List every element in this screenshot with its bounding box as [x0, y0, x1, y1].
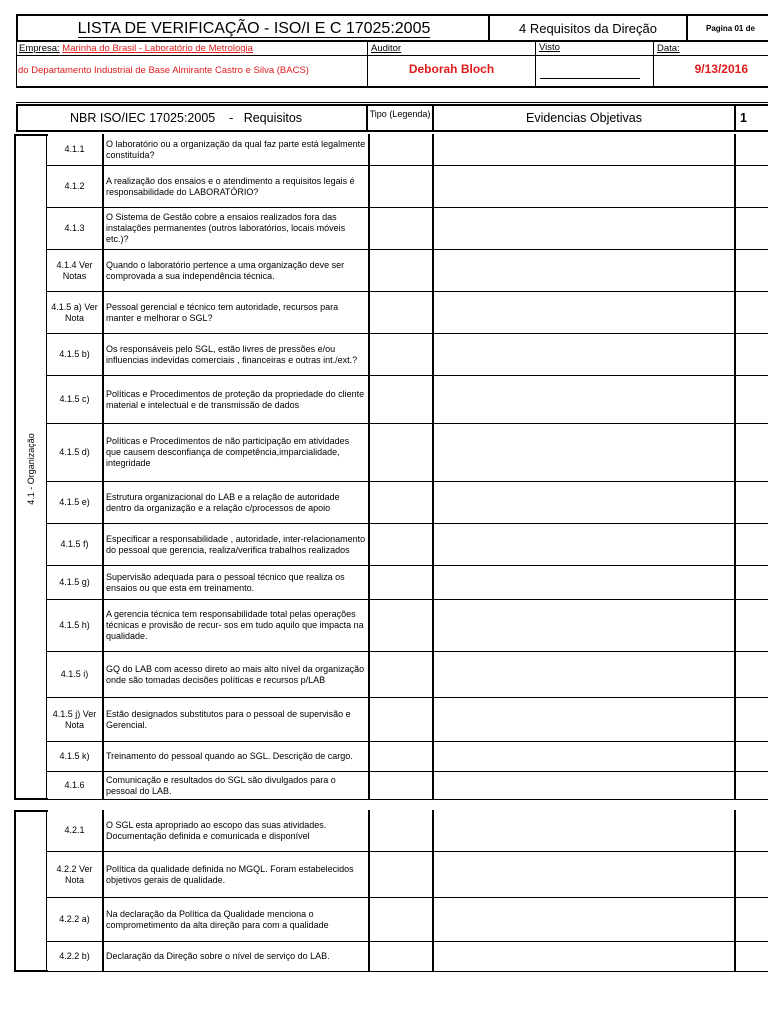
table-row: [46, 482, 768, 524]
evidence-column-header: Evidencias Objetivas: [434, 104, 736, 132]
type-cell[interactable]: [368, 652, 434, 698]
evidence-cell[interactable]: [434, 334, 736, 376]
extra-cell[interactable]: [736, 652, 768, 698]
data-label: Data:: [657, 43, 680, 54]
requirement-number: 4.1.1: [46, 134, 104, 166]
type-cell[interactable]: [368, 292, 434, 334]
empresa-label: Empresa:: [19, 43, 60, 54]
requirement-number: 4.1.5 a) Ver Nota: [46, 292, 104, 334]
table-row: [46, 566, 768, 600]
visto-cell: [536, 42, 654, 88]
extra-cell[interactable]: [736, 852, 768, 898]
requirement-text-content: Especificar a responsabilidade , autoridade, inter-relacionamento do pessoal que gerencia, realiza/verifica trabalhos realizados: [106, 533, 366, 555]
requirement-number: 4.1.5 f): [46, 524, 104, 566]
visto-label: Visto: [539, 42, 560, 53]
requirement-number: 4.1.5 g): [46, 566, 104, 600]
type-cell[interactable]: [368, 942, 434, 972]
extra-cell[interactable]: [736, 292, 768, 334]
requirement-text-content: O laboratório ou a organização da qual faz parte está legalmente constituída?: [106, 138, 366, 160]
requirement-text-content: GQ do LAB com acesso direto ao mais alto nível da organização onde são tomadas decisões políticas e recursos p/LAB: [106, 663, 365, 685]
table-row: [46, 208, 768, 250]
requirement-text: [104, 898, 368, 942]
requirement-text: [104, 600, 368, 652]
requirement-text-content: A realização dos ensaios e o atendimento a requisitos legais é responsabilidade do LABORATÓRIO?: [106, 175, 355, 197]
requirement-text: [104, 652, 368, 698]
table-row: [46, 742, 768, 772]
extra-cell[interactable]: [736, 376, 768, 424]
extra-cell[interactable]: [736, 524, 768, 566]
type-cell[interactable]: [368, 424, 434, 482]
table-row: [46, 898, 768, 942]
type-cell[interactable]: [368, 334, 434, 376]
evidence-cell[interactable]: [434, 250, 736, 292]
requirement-group: [14, 134, 48, 800]
requirement-text-content: Supervisão adequada para o pessoal técnico que realiza os ensaios ou que esta em treinamento.: [106, 571, 345, 593]
requirement-number: 4.2.2 b): [46, 942, 104, 972]
requirement-number: 4.1.5 b): [46, 334, 104, 376]
requirement-text-content: Treinamento do pessoal quando ao SGL. Descrição de cargo.: [106, 751, 353, 761]
requirement-text-content: O Sistema de Gestão cobre a ensaios realizados fora das instalações permanentes (outros laboratórios, locais móveis etc.)?: [106, 212, 346, 244]
type-cell[interactable]: [368, 898, 434, 942]
evidence-cell[interactable]: [434, 208, 736, 250]
table-row: [46, 334, 768, 376]
requirement-text: [104, 852, 368, 898]
evidence-cell[interactable]: [434, 772, 736, 800]
extra-cell[interactable]: [736, 566, 768, 600]
requirement-number: 4.1.5 i): [46, 652, 104, 698]
evidence-cell[interactable]: [434, 898, 736, 942]
evidence-cell[interactable]: [434, 292, 736, 334]
group-label-text: 4.1 - Organização: [26, 433, 37, 505]
table-row: [46, 652, 768, 698]
evidence-cell[interactable]: [434, 942, 736, 972]
requirement-text-content: Quando o laboratório pertence a uma organização deve ser comprovada a sua independência técnica.: [106, 259, 345, 281]
table-row: [46, 600, 768, 652]
empresa-line: [19, 43, 253, 54]
table-row: [46, 166, 768, 208]
requirement-group: [14, 810, 48, 972]
extra-column-header: 1: [736, 104, 768, 132]
requirement-text: [104, 134, 368, 166]
extra-cell[interactable]: [736, 810, 768, 852]
requirement-number: 4.1.3: [46, 208, 104, 250]
evidence-cell[interactable]: [434, 566, 736, 600]
requirement-text-content: Comunicação e resultados do SGL são divulgados para o pessoal do LAB.: [106, 774, 336, 796]
requirement-text: [104, 424, 368, 482]
requirement-number: 4.2.1: [46, 810, 104, 852]
date-value: 9/13/2016: [694, 62, 748, 76]
requirement-text-content: Pessoal gerencial e técnico tem autoridade, recursos para manter e melhorar o SGL?: [106, 301, 339, 323]
table-row: [46, 698, 768, 742]
requirement-text: [104, 810, 368, 852]
requirement-text-content: Declaração da Direção sobre o nível de serviço do LAB.: [106, 951, 330, 961]
requirement-number: 4.1.5 e): [46, 482, 104, 524]
requirement-text-content: A gerencia técnica tem responsabilidade total pelas operações técnicas e provisão de recur- sos em tudo aquilo que impacta na qualidade.: [106, 609, 364, 641]
requirement-number: 4.1.4 Ver Notas: [46, 250, 104, 292]
extra-cell[interactable]: [736, 942, 768, 972]
table-row: [46, 852, 768, 898]
requirement-text-content: Na declaração da Política da Qualidade menciona o comprometimento da alta direção para com a qualidade: [106, 908, 329, 930]
requirement-number: 4.1.5 j) Ver Nota: [46, 698, 104, 742]
requirement-number: 4.2.2 Ver Nota: [46, 852, 104, 898]
table-row: [46, 772, 768, 800]
extra-cell[interactable]: [736, 166, 768, 208]
requirement-text: [104, 334, 368, 376]
requirement-text-content: Políticas e Procedimentos de não participação em atividades que causem desconfiança de competência,imparcialidade, integridade: [106, 436, 350, 468]
evidence-cell[interactable]: [434, 600, 736, 652]
type-cell[interactable]: [368, 772, 434, 800]
extra-cell[interactable]: [736, 698, 768, 742]
extra-cell[interactable]: [736, 134, 768, 166]
type-cell[interactable]: [368, 742, 434, 772]
requirement-text-content: Estão designados substitutos para o pessoal de supervisão e Gerencial.: [106, 708, 351, 730]
evidence-cell[interactable]: [434, 524, 736, 566]
evidence-cell[interactable]: [434, 652, 736, 698]
empresa-value: Marinha do Brasil - Laboratório de Metrologia: [62, 43, 253, 54]
table-row: [46, 376, 768, 424]
evidence-cell[interactable]: [434, 424, 736, 482]
evidence-cell[interactable]: [434, 742, 736, 772]
visto-signature-line: [540, 78, 640, 79]
requirement-text: [104, 566, 368, 600]
page-indicator: Pagina 01 de: [688, 14, 768, 42]
requirement-text: [104, 166, 368, 208]
type-cell[interactable]: [368, 376, 434, 424]
auditor-name: Deborah Bloch: [408, 62, 495, 76]
extra-cell[interactable]: [736, 600, 768, 652]
requirement-number: 4.1.6: [46, 772, 104, 800]
type-cell[interactable]: [368, 524, 434, 566]
table-row: [46, 810, 768, 852]
requirement-number: 4.1.2: [46, 166, 104, 208]
type-cell[interactable]: [368, 698, 434, 742]
table-row: [46, 424, 768, 482]
type-cell[interactable]: [368, 208, 434, 250]
auditor-label: Auditor: [371, 43, 402, 54]
requirement-text-content: Estrutura organizacional do LAB e a relação de autoridade dentro da organização e a relação c/processos de apoio: [106, 491, 340, 513]
requirement-text: [104, 524, 368, 566]
evidence-cell[interactable]: [434, 852, 736, 898]
requirement-text-content: O SGL esta apropriado ao escopo das suas atividades. Documentação definida e comunicada e disponível: [106, 819, 327, 841]
type-cell[interactable]: [368, 166, 434, 208]
type-column-header: Tipo (Legenda): [368, 104, 434, 132]
type-cell[interactable]: [368, 134, 434, 166]
evidence-cell[interactable]: [434, 166, 736, 208]
table-row: [46, 134, 768, 166]
evidence-cell[interactable]: [434, 810, 736, 852]
separator-line: [16, 102, 768, 103]
type-cell[interactable]: [368, 482, 434, 524]
extra-cell[interactable]: [736, 742, 768, 772]
type-cell[interactable]: [368, 600, 434, 652]
table-row: [46, 942, 768, 972]
table-row: [46, 250, 768, 292]
requirement-text-content: Os responsáveis pelo SGL, estão livres de pressões e/ou influencias indevidas comerciais , financeiras e outras int./ext.?: [106, 343, 358, 365]
type-cell[interactable]: [368, 566, 434, 600]
requirement-number: 4.1.5 k): [46, 742, 104, 772]
requirement-text: [104, 376, 368, 424]
type-cell[interactable]: [368, 852, 434, 898]
evidence-cell[interactable]: [434, 134, 736, 166]
evidence-cell[interactable]: [434, 482, 736, 524]
section-title: 4 Requisitos da Direção: [488, 14, 688, 42]
table-row: [46, 292, 768, 334]
evidence-cell[interactable]: [434, 376, 736, 424]
empresa-cell: [16, 42, 368, 88]
extra-cell[interactable]: [736, 482, 768, 524]
requirement-text: [104, 292, 368, 334]
extra-cell[interactable]: [736, 250, 768, 292]
requirement-text: [104, 482, 368, 524]
requirement-number: 4.1.5 c): [46, 376, 104, 424]
extra-cell[interactable]: [736, 334, 768, 376]
requirement-number: 4.2.2 a): [46, 898, 104, 942]
auditor-cell: [368, 42, 536, 88]
extra-cell[interactable]: [736, 424, 768, 482]
evidence-cell[interactable]: [434, 698, 736, 742]
requirement-text: [104, 742, 368, 772]
requirement-text-content: Políticas e Procedimentos de proteção da propriedade do cliente material e intelectual e de transmissão de dados: [106, 388, 365, 410]
checklist-title: [16, 14, 490, 42]
group-label: [16, 812, 46, 974]
type-cell[interactable]: [368, 810, 434, 852]
title-text: LISTA DE VERIFICAÇÃO - ISO/I E C 17025:2005: [77, 20, 431, 37]
table-row: [46, 524, 768, 566]
requirement-text-content: Política da qualidade definida no MGQL. Foram estabelecidos objetivos gerais de qualidade.: [106, 863, 354, 885]
requirements-column-header: NBR ISO/IEC 17025:2005 - Requisitos: [16, 104, 368, 132]
requirement-text: [104, 942, 368, 972]
group-label: [16, 136, 46, 802]
data-cell: [654, 42, 768, 88]
requirement-number: 4.1.5 h): [46, 600, 104, 652]
requirement-text: [104, 698, 368, 742]
requirement-text: [104, 208, 368, 250]
requirement-text: [104, 772, 368, 800]
requirement-number: 4.1.5 d): [46, 424, 104, 482]
requirement-text: [104, 250, 368, 292]
extra-cell[interactable]: [736, 208, 768, 250]
extra-cell[interactable]: [736, 772, 768, 800]
type-cell[interactable]: [368, 250, 434, 292]
empresa-line-2: do Departamento Industrial de Base Almirante Castro e Silva (BACS): [18, 65, 309, 76]
extra-cell[interactable]: [736, 898, 768, 942]
